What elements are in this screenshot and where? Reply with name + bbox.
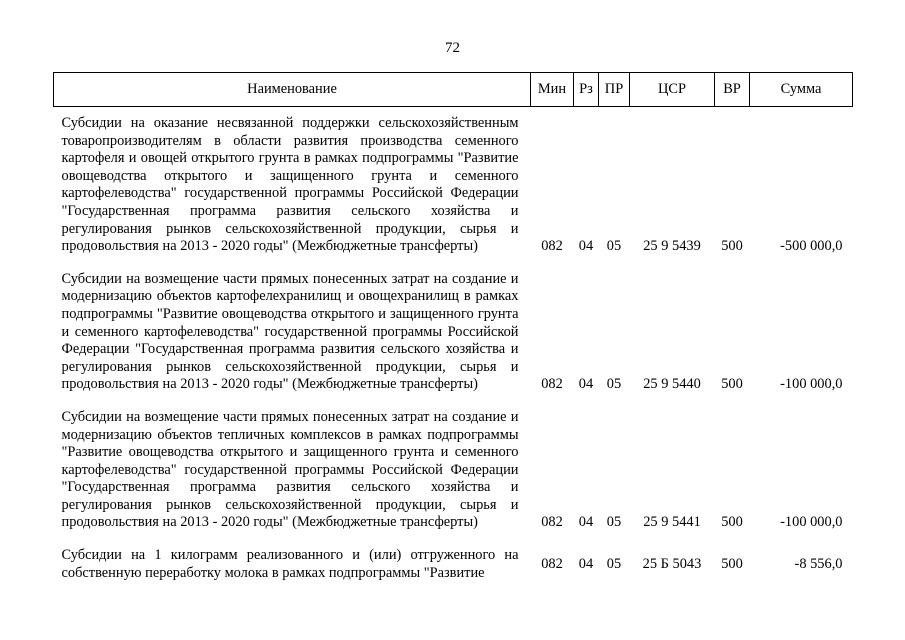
table-row [54,115,853,256]
header-pr: ПР [599,73,630,107]
header-sum: Сумма [750,73,853,107]
header-name: Наименование [54,73,531,107]
row-sum: -500 000,0 [780,238,843,255]
row-csr: 25 9 5441 [643,514,701,531]
row-name: Субсидии на возмещение части прямых понесенных затрат на создание и модернизацию объектов картофелехранилищ и овощехранилищ в рамках подпрограммы "Развитие овощеводства открытого и защищенного грунта и семенного картофелеводства" государственной программы Российской Федерации "Государственная программа развития сельского хозяйства и регулирования рынков сельскохозяйственной продукции, сырья и продовольствия на 2013 - 2020 годы" (Межбюджетные трансферты) [61,270,519,393]
row-sum: -100 000,0 [780,376,843,393]
row-name: Субсидии на возмещение части прямых понесенных затрат на создание и модернизацию объектов тепличных комплексов в рамках подпрограммы "Развитие овощеводства открытого и защищенного грунта и семенного картофелеводства" государственной программы Российской Федерации "Государственная программа развития сельского хозяйства и регулирования рынков сельскохозяйственной продукции, сырья и продовольствия на 2013 - 2020 годы" (Межбюджетные трансферты) [61,408,519,531]
row-min: 082 [541,555,563,572]
row-csr: 25 9 5439 [643,238,701,255]
table-row [54,409,853,532]
row-vr: 500 [721,555,743,572]
row-min: 082 [541,514,563,531]
row-csr: 25 9 5440 [643,376,701,393]
row-vr: 500 [721,514,743,531]
row-sum: -8 556,0 [794,555,843,572]
row-pr: 05 [606,238,622,255]
row-rz: 04 [578,238,594,255]
page-number: 72 [445,40,460,56]
table-row [54,271,853,394]
row-vr: 500 [721,238,743,255]
table-row [54,547,853,582]
header-min: Мин [531,73,574,107]
row-csr: 25 Б 5043 [642,555,702,572]
row-pr: 05 [606,555,622,572]
row-min: 082 [541,238,563,255]
row-name: Субсидии на 1 килограмм реализованного и (или) отгруженного на собственную переработку молока в рамках подпрограммы "Развитие [61,547,519,581]
header-rz: Рз [574,73,599,107]
row-min: 082 [541,376,563,393]
row-spacer [54,256,853,271]
row-spacer [54,532,853,547]
header-csr: ЦСР [630,73,715,107]
budget-table [53,72,853,582]
row-sum: -100 000,0 [780,514,843,531]
row-rz: 04 [578,555,594,572]
row-spacer [54,394,853,409]
row-rz: 04 [578,376,594,393]
row-vr: 500 [721,376,743,393]
row-name: Субсидии на оказание несвязанной поддержки сельскохозяйственным товаропроизводителям в области развития производства семенного картофеля и овощей открытого грунта в рамках подпрограммы "Развитие овощеводства открытого и защищенного грунта и семенного картофелеводства" государственной программы Российской Федерации "Государственная программа развития сельского хозяйства и регулирования рынков сельскохозяйственной продукции, сырья и продовольствия на 2013 - 2020 годы" (Межбюджетные трансферты) [61,115,519,255]
row-pr: 05 [606,514,622,531]
row-pr: 05 [606,376,622,393]
header-vr: ВР [715,73,750,107]
table-header-row [54,73,853,107]
row-spacer [54,107,853,116]
row-rz: 04 [578,514,594,531]
